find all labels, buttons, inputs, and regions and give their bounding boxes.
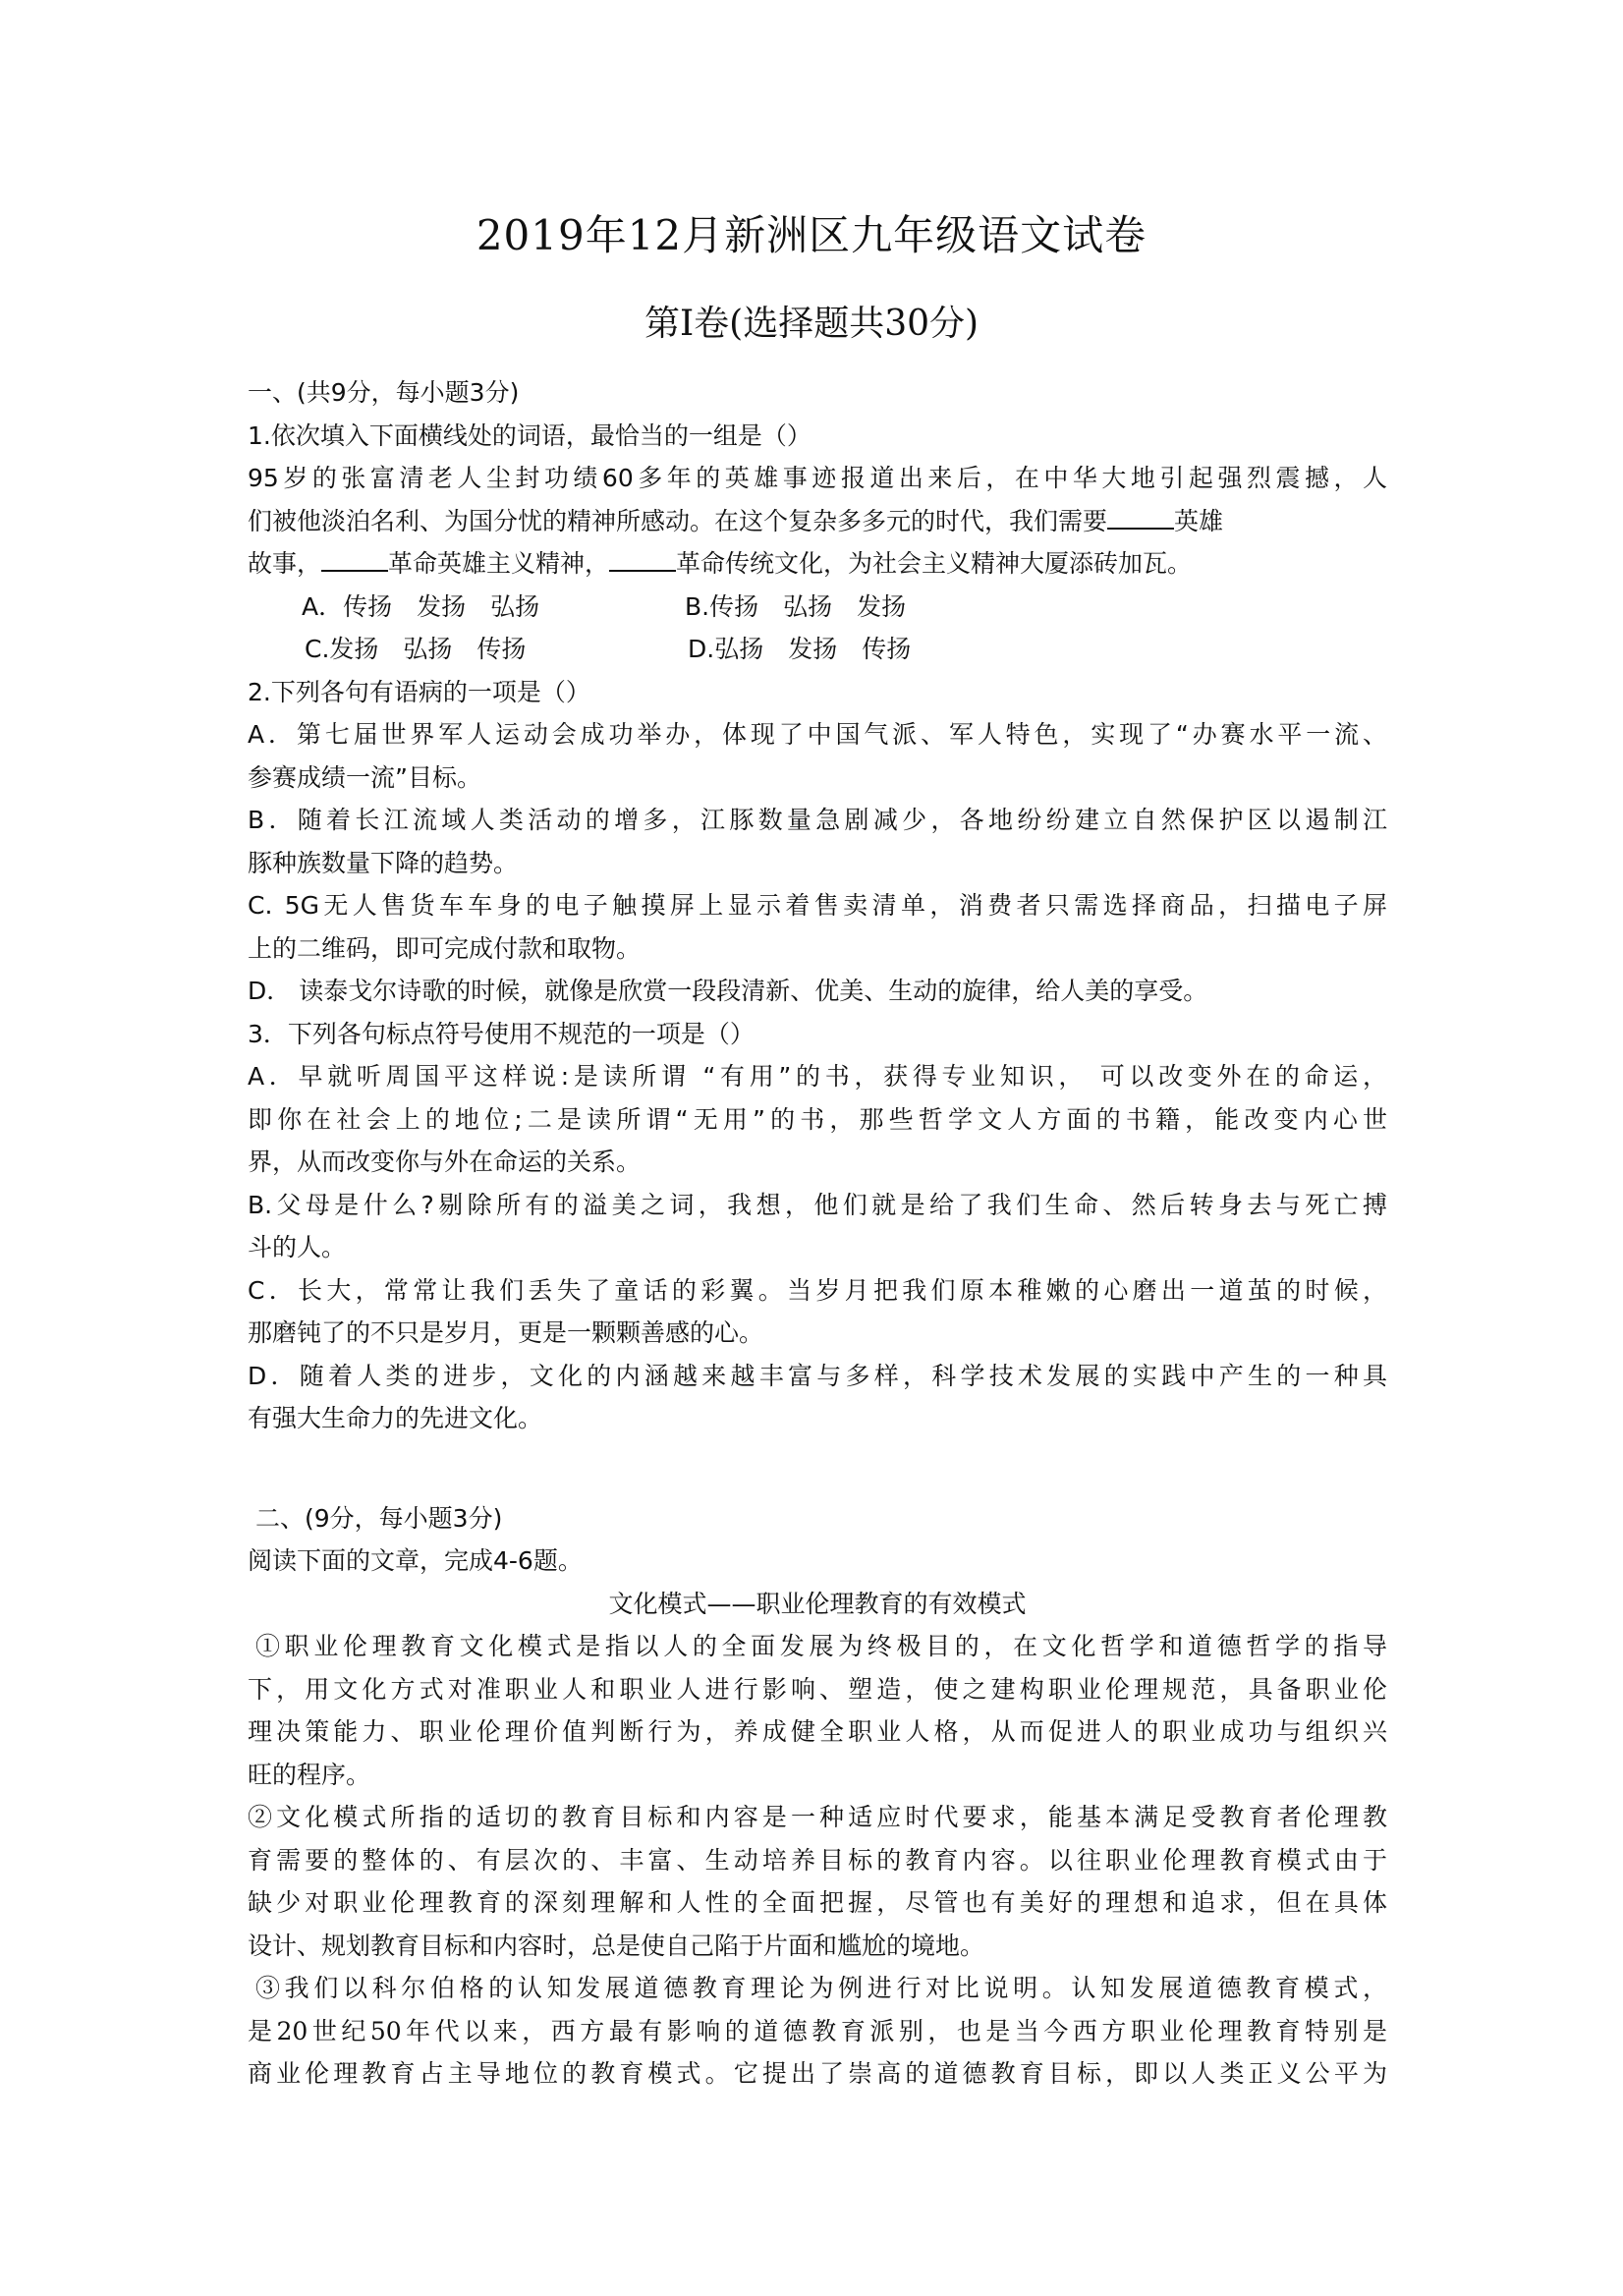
q2-option-c-line2: 上的二维码，即可完成付款和取物。: [248, 933, 642, 963]
q1-passage-line2b: 英雄: [1174, 506, 1224, 535]
q2-option-c-line1: C. 5G无人售货车车身的电子触摸屏上显示着售卖清单，消费者只需选择商品，扫描电子屏: [248, 891, 1387, 920]
q3-option-c-line2: 那磨钝了的不只是岁月，更是一颗颗善感的心。: [248, 1318, 764, 1347]
q1-options-row2: [248, 628, 1387, 671]
article-p3-line2: 是20世纪50年代以来，西方最有影响的道德教育派别，也是当今西方职业伦理教育特别是: [248, 2016, 1387, 2045]
exam-body: [248, 371, 1387, 2096]
article-p1-line2: 下，用文化方式对准职业人和职业人进行影响、塑造，使之建构职业伦理规范，具备职业伦: [248, 1674, 1387, 1704]
q1-blank-1: [1107, 506, 1174, 530]
article-p3-line3: 商业伦理教育占主导地位的教育模式。它提出了崇高的道德教育目标，即以人类正义公平为: [248, 2059, 1387, 2088]
q2-option-d-line1: D． 读泰戈尔诗歌的时候，就像是欣赏一段段清新、优美、生动的旋律，给人美的享受。: [248, 977, 1208, 1005]
q1-passage-line3a: 故事，: [248, 549, 322, 578]
q1-option-d: D.弘扬 发扬 传扬: [688, 635, 912, 663]
q3-option-c-line1: C．长大，常常让我们丢失了童话的彩翼。当岁月把我们原本稚嫩的心磨出一道茧的时候，: [248, 1275, 1387, 1305]
article-p1-line1: ①职业伦理教育文化模式是指以人的全面发展为终极目的，在文化哲学和道德哲学的指导: [255, 1632, 1387, 1660]
article-p2-line4: 设计、规划教育目标和内容时，总是使自己陷于片面和尴尬的境地。: [248, 1931, 985, 1960]
q1-option-b: B.传扬 弘扬 发扬: [685, 591, 907, 621]
q3-option-b-line1: B.父母是什么?剔除所有的溢美之词，我想，他们就是给了我们生命、然后转身去与死亡搏: [248, 1190, 1387, 1219]
q2-option-b-line1: B．随着长江流域人类活动的增多，江豚数量急剧减少，各地纷纷建立自然保护区以遏制江: [248, 806, 1387, 834]
section2-header: 二、(9分，每小题3分): [255, 1503, 503, 1533]
q2-option-a-line1: A．第七届世界军人运动会成功举办，体现了中国气派、军人特色，实现了“办赛水平一流、: [248, 720, 1387, 749]
q1-passage-line2: [248, 500, 1387, 543]
q3-option-b-line2: 斗的人。: [248, 1233, 347, 1261]
q1-option-a: A．传扬 发扬 弘扬: [302, 591, 540, 621]
q1-passage-line1: 95岁的张富清老人尘封功绩60多年的英雄事迹报道出来后，在中华大地引起强烈震撼，人: [248, 464, 1387, 492]
article-p1-line3: 理决策能力、职业伦理价值判断行为，养成健全职业人格，从而促进人的职业成功与组织兴: [248, 1717, 1387, 1746]
q1-options-row1: [248, 586, 1387, 629]
q2-option-b-line2: 豚种族数量下降的趋势。: [248, 848, 519, 877]
article-p2-line1: ②文化模式所指的适切的教育目标和内容是一种适应时代要求，能基本满足受教育者伦理教: [248, 1803, 1387, 1831]
article-p2-line2: 育需要的整体的、有层次的、丰富、生动培养目标的教育内容。以往职业伦理教育模式由于: [248, 1845, 1387, 1875]
article-p1-line4: 旺的程序。: [248, 1760, 371, 1789]
article-p2-line3: 缺少对职业伦理教育的深刻理解和人性的全面把握，尽管也有美好的理想和追求，但在具体: [248, 1888, 1387, 1917]
q1-blank-2: [321, 548, 388, 572]
exam-title: 2019年12月新洲区九年级语文试卷: [476, 211, 1147, 259]
q1-option-c: C.发扬 弘扬 传扬: [305, 635, 527, 663]
q1-stem: 1.依次填入下面横线处的词语，最恰当的一组是（）: [248, 420, 812, 450]
article-title: 文化模式——职业伦理教育的有效模式: [608, 1589, 1027, 1618]
q3-option-d-line2: 有强大生命力的先进文化。: [248, 1404, 543, 1432]
q3-option-a-line2: 即你在社会上的地位;二是读所谓“无用”的书，那些哲学文人方面的书籍，能改变内心世: [248, 1104, 1387, 1134]
q1-blank-3: [609, 548, 676, 572]
article-p3-line1: ③我们以科尔伯格的认知发展道德教育理论为例进行对比说明。认知发展道德教育模式，: [255, 1974, 1387, 2002]
q2-stem: 2.下列各句有语病的一项是（）: [248, 677, 590, 706]
q1-passage-line2a: 们被他淡泊名利、为国分忧的精神所感动。在这个复杂多多元的时代，我们需要: [248, 506, 1108, 535]
section1-header: 一、(共9分，每小题3分): [248, 378, 520, 407]
article-body: [248, 1625, 1387, 2096]
section-spacer: [248, 1440, 1387, 1497]
exam-subtitle: 第Ⅰ卷(选择题共30分): [644, 304, 979, 344]
q2-option-a-line2: 参赛成绩一流”目标。: [248, 762, 481, 792]
q3-option-d-line1: D．随着人类的进步，文化的内涵越来越丰富与多样，科学技术发展的实践中产生的一种具: [248, 1361, 1387, 1390]
section2-instruction: 阅读下面的文章，完成4-6题。: [248, 1546, 583, 1575]
q1-passage-line3b: 革命英雄主义精神，: [388, 549, 610, 578]
q3-stem: 3．下列各句标点符号使用不规范的一项是（）: [248, 1019, 755, 1048]
q1-passage-line3c: 革命传统文化，为社会主义精神大厦添砖加瓦。: [676, 549, 1193, 578]
q1-passage-line3: [248, 542, 1387, 586]
q3-option-a-line1: A．早就听周国平这样说:是读所谓 “有用”的书，获得专业知识， 可以改变外在的命运，: [248, 1062, 1387, 1091]
q3-option-a-line3: 界，从而改变你与外在命运的关系。: [248, 1148, 642, 1176]
